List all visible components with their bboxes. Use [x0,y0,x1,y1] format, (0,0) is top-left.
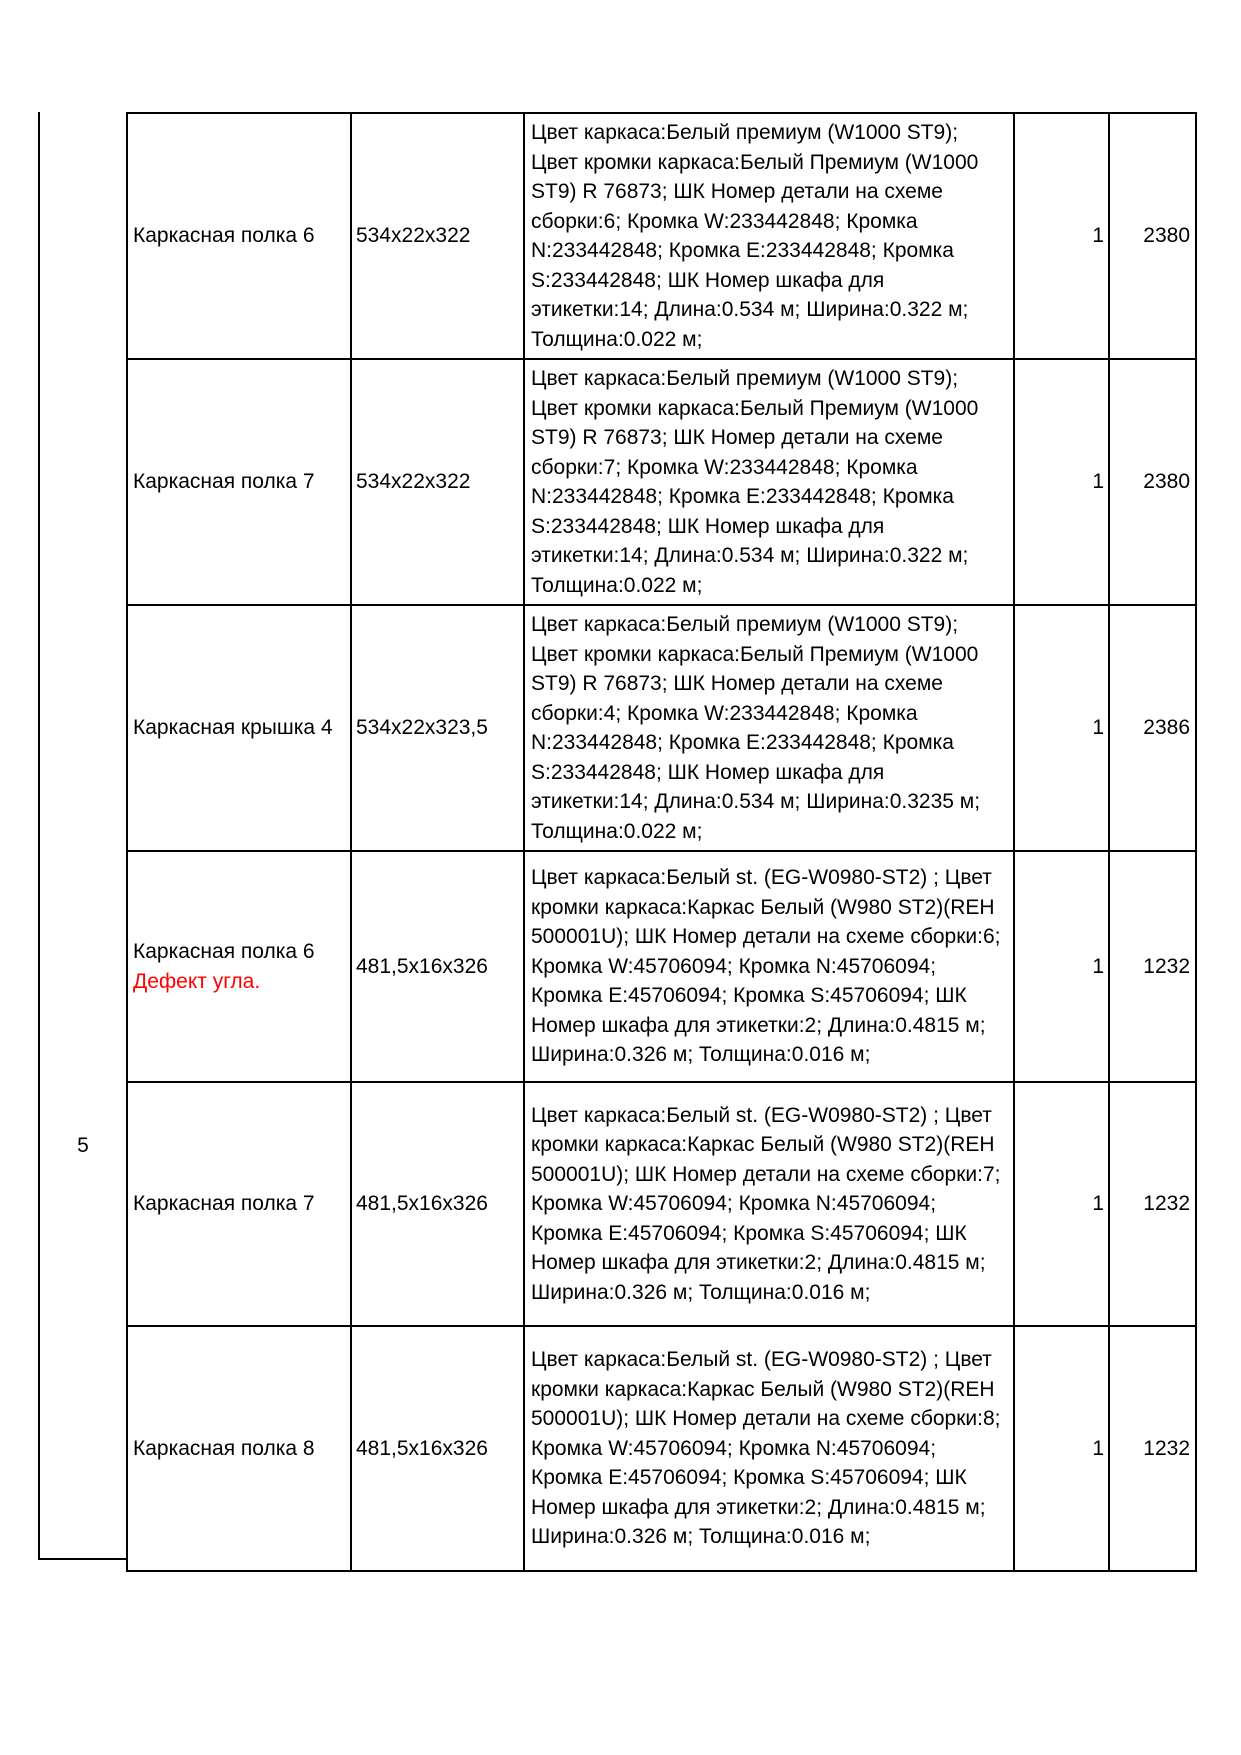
part-name-cell [127,1326,351,1571]
part-price: 2386 [1109,605,1196,851]
part-name: Каркасная полка 7 [133,470,315,493]
part-dimensions: 481,5x16x326 [351,1326,524,1571]
part-name-cell [127,605,351,851]
table-row [127,1082,1196,1326]
part-price: 1232 [1109,1326,1196,1571]
part-name-cell [127,359,351,605]
part-name: Каркасная полка 7 [133,1192,315,1215]
part-description: Цвет каркаса:Белый st. (EG-W0980-ST2) ; Цвет кромки каркаса:Каркас Белый (W980 ST2)(REH 500001U); ШК Номер детали на схеме сборки:7; Кромка W:45706094; Кромка N:45706094; Кромка E:45706094; Кромка S:45706094; ШК Номер шкафа для этикетки:2; Длина:0.4815 м; Ширина:0.326 м; Толщина:0.016 м; [524,1082,1014,1326]
part-description: Цвет каркаса:Белый st. (EG-W0980-ST2) ; Цвет кромки каркаса:Каркас Белый (W980 ST2)(REH 500001U); ШК Номер детали на схеме сборки:8; Кромка W:45706094; Кромка N:45706094; Кромка E:45706094; Кромка S:45706094; ШК Номер шкафа для этикетки:2; Длина:0.4815 м; Ширина:0.326 м; Толщина:0.016 м; [524,1326,1014,1571]
part-price: 1232 [1109,1082,1196,1326]
part-dimensions: 481,5x16x326 [351,1082,524,1326]
parts-table [126,112,1197,1572]
part-description: Цвет каркаса:Белый премиум (W1000 ST9); Цвет кромки каркаса:Белый Премиум (W1000 ST9) R 76873; ШК Номер детали на схеме сборки:4; Кромка W:233442848; Кромка N:233442848; Кромка E:233442848; Кромка S:233442848; ШК Номер шкафа для этикетки:14; Длина:0.534 м; Ширина:0.3235 м; Толщина:0.022 м; [524,605,1014,851]
part-name: Каркасная полка 6 [133,224,315,247]
part-quantity: 1 [1014,605,1109,851]
part-dimensions: 534x22x322 [351,359,524,605]
part-quantity: 1 [1014,1082,1109,1326]
part-description: Цвет каркаса:Белый st. (EG-W0980-ST2) ; Цвет кромки каркаса:Каркас Белый (W980 ST2)(REH 500001U); ШК Номер детали на схеме сборки:6; Кромка W:45706094; Кромка N:45706094; Кромка E:45706094; Кромка S:45706094; ШК Номер шкафа для этикетки:2; Длина:0.4815 м; Ширина:0.326 м; Толщина:0.016 м; [524,851,1014,1082]
outer-table-bottom-border [38,1558,128,1560]
part-name: Каркасная крышка 4 [133,716,333,739]
part-quantity: 1 [1014,851,1109,1082]
part-description: Цвет каркаса:Белый премиум (W1000 ST9); Цвет кромки каркаса:Белый Премиум (W1000 ST9) R 76873; ШК Номер детали на схеме сборки:7; Кромка W:233442848; Кромка N:233442848; Кромка E:233442848; Кромка S:233442848; ШК Номер шкафа для этикетки:14; Длина:0.534 м; Ширина:0.322 м; Толщина:0.022 м; [524,359,1014,605]
outer-table-left-border [38,112,40,1560]
part-name: Каркасная полка 6 [133,939,315,963]
table-row [127,851,1196,1082]
part-quantity: 1 [1014,1326,1109,1571]
part-dimensions: 534x22x322 [351,113,524,359]
part-price: 2380 [1109,113,1196,359]
part-name: Каркасная полка 8 [133,1436,315,1460]
part-dimensions: 534x22x323,5 [351,605,524,851]
part-price: 1232 [1109,851,1196,1082]
table-row [127,1326,1196,1571]
part-name-cell [127,1082,351,1326]
table-row [127,605,1196,851]
part-name-cell [127,851,351,1082]
table-row [127,113,1196,359]
part-name-cell [127,113,351,359]
part-quantity: 1 [1014,113,1109,359]
part-quantity: 1 [1014,359,1109,605]
part-description: Цвет каркаса:Белый премиум (W1000 ST9); Цвет кромки каркаса:Белый Премиум (W1000 ST9) R 76873; ШК Номер детали на схеме сборки:6; Кромка W:233442848; Кромка N:233442848; Кромка E:233442848; Кромка S:233442848; ШК Номер шкафа для этикетки:14; Длина:0.534 м; Ширина:0.322 м; Толщина:0.022 м; [524,113,1014,359]
outer-row-number: 5 [77,1134,89,1157]
table-row [127,359,1196,605]
part-defect-note: Дефект угла. [133,969,261,993]
part-dimensions: 481,5x16x326 [351,851,524,1082]
part-price: 2380 [1109,359,1196,605]
